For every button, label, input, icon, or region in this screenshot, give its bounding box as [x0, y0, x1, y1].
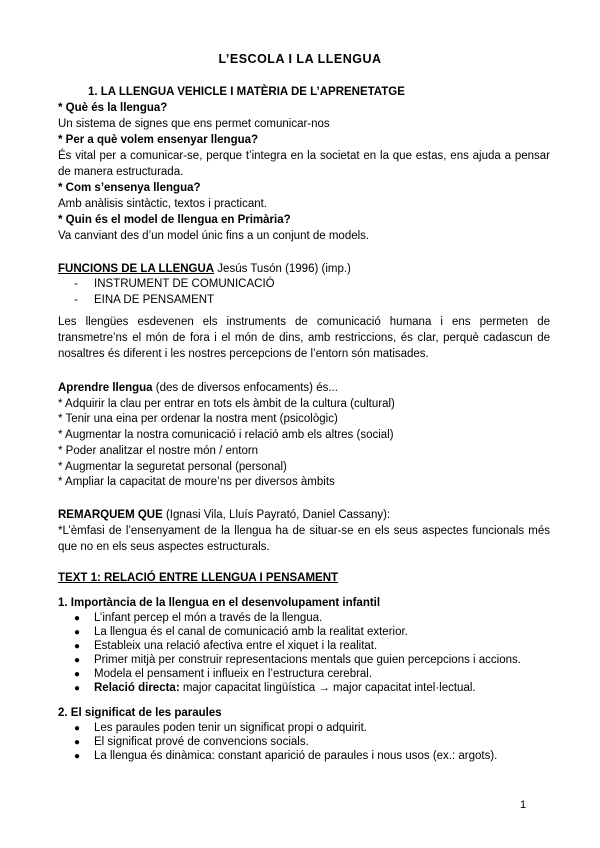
- funcions-source: Jesús Tusón (1996) (imp.): [214, 263, 351, 275]
- remarquem-heading-line: [58, 508, 390, 522]
- bullet-icon: ●: [74, 723, 81, 734]
- funcions-heading: FUNCIONS DE LA LLENGUA: [58, 263, 215, 275]
- text1-sub2-heading: 2. El significat de les paraules: [58, 707, 222, 719]
- bullet-icon: ●: [74, 669, 81, 680]
- list-item: ● Primer mitjà per construir representacions mentals que guien percepcions i accions.: [74, 654, 521, 666]
- text1-sub1-heading: 1. Importància de la llengua en el desenvolupament infantil: [58, 597, 381, 609]
- remarquem-text: *L’èmfasi de l’ensenyament de la llengua ha de situar-se en els seus aspectes funcionals més que no en els seus aspectes estructurals.: [58, 525, 550, 553]
- question-2: * Per a què volem ensenyar llengua?: [58, 134, 259, 146]
- aprendre-item: * Poder analitzar el nostre món / entorn: [58, 445, 259, 457]
- list-item: ● Relació directa: major capacitat lingüística → major capacitat intel·lectual.: [74, 682, 476, 694]
- bullet-icon: ●: [74, 613, 81, 624]
- funcions-item: - INSTRUMENT DE COMUNICACIÓ: [74, 278, 275, 290]
- list-item: ● Estableix una relació afectiva entre el xiquet i la realitat.: [74, 640, 378, 652]
- section-1-heading: 1. LA LLENGUA VEHICLE I MATÈRIA DE L’APRENETATGE: [88, 86, 405, 98]
- aprendre-item: * Tenir una eina per ordenar la nostra ment (psicològic): [58, 413, 338, 425]
- bullet-icon: ●: [74, 627, 81, 638]
- bullet-icon: ●: [74, 751, 81, 762]
- aprendre-rest: (des de diversos enfocaments) és...: [152, 382, 338, 394]
- list-item: ● L’infant percep el món a través de la llengua.: [74, 612, 323, 624]
- aprendre-item: * Augmentar la nostra comunicació i relació amb els altres (social): [58, 429, 394, 441]
- answer-1: Un sistema de signes que ens permet comunicar-nos: [58, 118, 330, 130]
- bullet-icon: ●: [74, 683, 81, 694]
- list-item: ● El significat prové de convencions socials.: [74, 736, 309, 748]
- aprendre-item: * Adquirir la clau per entrar en tots els àmbit de la cultura (cultural): [58, 398, 395, 410]
- list-item: ● La llengua és el canal de comunicació amb la realitat exterior.: [74, 626, 408, 638]
- aprendre-heading-line: [58, 381, 338, 395]
- list-item: ● Les paraules poden tenir un significat propi o adquirit.: [74, 722, 367, 734]
- question-4: * Quin és el model de llengua en Primària?: [58, 214, 291, 226]
- bullet-icon: ●: [74, 655, 81, 666]
- funcions-heading-line: [58, 262, 351, 276]
- page-number: 1: [520, 799, 527, 811]
- aprendre-heading: Aprendre llengua: [58, 382, 153, 394]
- aprendre-item: * Ampliar la capacitat de moure’ns per diversos àmbits: [58, 476, 335, 488]
- list-item: ● Modela el pensament i influeix en l’estructura cerebral.: [74, 668, 373, 680]
- page-title: L’ESCOLA I LA LLENGUA: [218, 52, 382, 66]
- text1-heading: TEXT 1: RELACIÓ ENTRE LLENGUA I PENSAMENT: [58, 572, 339, 584]
- question-1: * Què és la llengua?: [58, 102, 168, 114]
- question-3: * Com s’ensenya llengua?: [58, 182, 201, 194]
- remarquem-authors: (Ignasi Vila, Lluís Payrató, Daniel Cassany):: [162, 509, 391, 521]
- bullet-icon: ●: [74, 737, 81, 748]
- list-item: ● La llengua és dinàmica: constant aparició de paraules i nous usos (ex.: argots).: [74, 750, 498, 762]
- remarquem-heading: REMARQUEM QUE: [58, 509, 163, 521]
- bullet-icon: ●: [74, 641, 81, 652]
- answer-2: És vital per a comunicar-se, perque t’integra en la societat en la que estas, ens ajuda a pensar de manera estructurada.: [58, 150, 550, 178]
- aprendre-item: * Augmentar la seguretat personal (personal): [58, 461, 287, 473]
- answer-3: Amb anàlisis sintàctic, textos i practicant.: [58, 198, 267, 210]
- answer-4: Va canviant des d’un model únic fins a un conjunt de models.: [58, 230, 370, 242]
- funcions-paragraph: Les llengües esdevenen els instruments de comunicació humana i ens permeten de transmetre’ns el món de fora i el món de dins, amb restriccions, és clar, perquè cadascun de nosaltres és diferent i les nostres percepcions de l’entorn són matisades.: [58, 316, 550, 360]
- funcions-item: - EINA DE PENSAMENT: [74, 294, 215, 306]
